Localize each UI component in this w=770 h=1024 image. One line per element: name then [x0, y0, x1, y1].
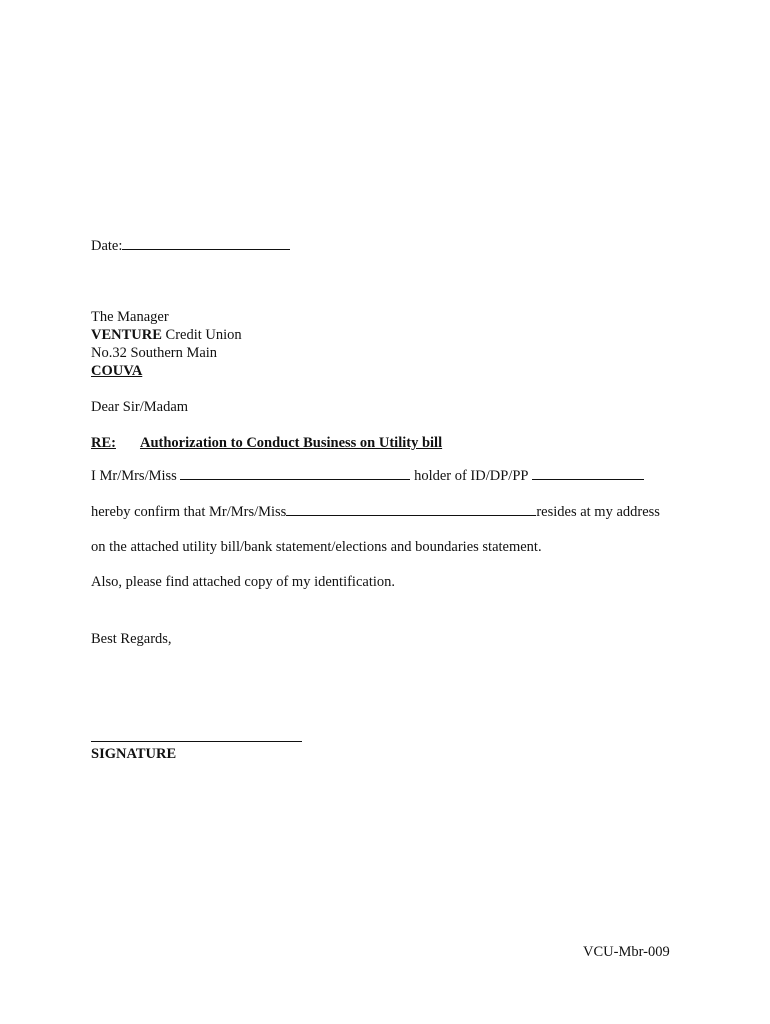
date-line [91, 236, 290, 255]
recipient-title: The Manager [91, 309, 169, 325]
closing: Best Regards, [91, 631, 172, 647]
recipient-city: COUVA [91, 363, 143, 379]
date-label: Date: [91, 238, 123, 254]
organization-name-rest: Credit Union [161, 327, 242, 343]
resident-name-field[interactable] [286, 502, 536, 516]
body-line-3: on the attached utility bill/bank statement/elections and boundaries statement. [91, 539, 542, 555]
subject-text: Authorization to Conduct Business on Utility bill [139, 435, 443, 451]
form-code: VCU-Mbr-009 [583, 944, 670, 960]
recipient-street: No.32 Southern Main [91, 345, 218, 361]
body-line-2-start: hereby confirm that Mr/Mrs/Miss [91, 504, 287, 520]
body-line-1-start: I Mr/Mrs/Miss [91, 468, 177, 484]
recipient-organization [91, 326, 242, 344]
id-number-field[interactable] [532, 466, 644, 480]
signature-line[interactable] [91, 741, 302, 742]
body-line-2 [91, 502, 660, 521]
body-line-1-middle: holder of ID/DP/PP [414, 468, 528, 484]
body-line-1 [91, 466, 644, 485]
date-field[interactable] [122, 236, 290, 250]
organization-name-bold: VENTURE [91, 327, 162, 343]
body-line-2-end: resides at my address [536, 504, 660, 520]
name-field[interactable] [180, 466, 410, 480]
subject-line [91, 434, 442, 452]
signature-label: SIGNATURE [91, 746, 177, 762]
salutation: Dear Sir/Madam [91, 399, 189, 415]
body-line-4: Also, please find attached copy of my identification. [91, 574, 396, 590]
subject-prefix: RE: [91, 435, 116, 451]
